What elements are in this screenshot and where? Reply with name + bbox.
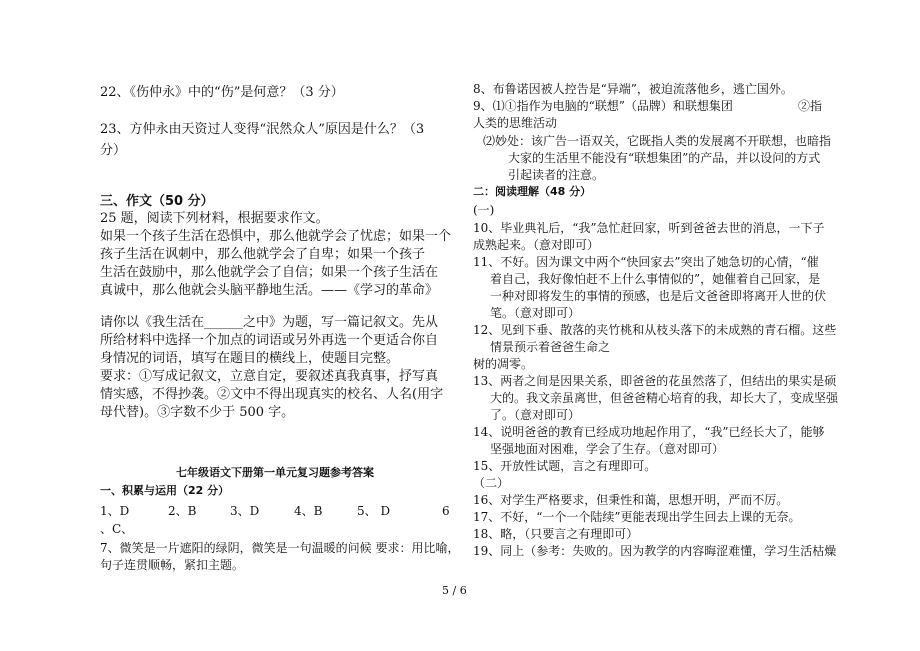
answer-line: 10、毕业典礼后，“我”急忙赶回家，听到爸爸去世的消息，一下子 [473, 221, 825, 235]
mc-answer: 1、D [100, 504, 130, 518]
answer-line: 12、见到下垂、散落的夹竹桃和从枝头落下的未成熟的青石榴。这些 [473, 323, 837, 337]
mc-answer-continued: 、C、 [100, 522, 134, 536]
answer-line: 11、不好。因为课文中两个“快回家去”突出了她急切的心情，“催 [473, 255, 819, 269]
answer-line: 坚强地面对困难，学会了生存。（意对即可） [490, 442, 725, 456]
section3-title: 三、作文（50 分） [100, 194, 214, 209]
answer-line: 14、说明爸爸的教育已经成功地起作用了，“我”已经长大了，能够 [473, 425, 825, 439]
essay-line: 生活在鼓励中，那么他就学会了自信；如果一个孩子生活在 [100, 265, 439, 280]
answer-line: 成熟起来。（意对即可） [473, 238, 600, 252]
page-number: 5 / 6 [442, 584, 467, 597]
answer-line: 着自己，我好像怕赶不上什么事情似的”，她催着自己回家，是 [490, 272, 821, 286]
question-23-line1: 23、方仲永由天资过人变得“泯然众人”原因是什么？（3 [100, 122, 425, 137]
answer-line: 人类的思维活动 [473, 116, 558, 130]
answer-key-title: 七年级语文下册第一单元复习题参考答案 [176, 466, 374, 479]
answer-line: 13、两者之间是因果关系，即爸爸的花虽然落了，但结出的果实是硕 [473, 374, 837, 388]
answer-line: 17、不好，“一个一个陆续”更能表现出学生回去上课的无奈。 [473, 510, 801, 524]
section1-title: 一、积累与运用（22 分） [100, 484, 230, 497]
essay-line: 母代替)。③字数不少于 500 字。 [100, 405, 295, 420]
essay-line: 所给材料中选择一个加点的词语或另外再选一个更适合你自 [100, 333, 439, 348]
answer-line: 18、略，（只要言之有理即可） [473, 527, 639, 541]
essay-line: 要求：①写成记叙文，立意自定，要叙述真我真事，抒写真 [100, 369, 439, 384]
mc-answer: 6 [442, 504, 450, 518]
answer-line: 15、开放性试题，言之有理即可。 [473, 459, 657, 473]
answer-line: (一) [473, 203, 495, 217]
answer-line: 树的凋零。 [473, 357, 534, 371]
question-22: 22、《伤仲永》中的“伤”是何意？（3 分） [100, 85, 344, 100]
answer-7-line2: 句子连贯顺畅，紧扣主题。 [100, 558, 245, 572]
essay-line: 请你以《我生活在______之中》为题，写一篇记叙文。先从 [100, 315, 439, 330]
essay-line: 孩子生活在讽刺中，那么他就学会了自卑；如果一个孩子 [100, 247, 426, 262]
answer-line: 8、布鲁诺因被人控告是“异端”，被迫流落他乡，逃亡国外。 [473, 82, 793, 96]
answer-line: 16、对学生严格要求，但秉性和蔼，思想开明，严而不厉。 [473, 493, 789, 507]
answer-line: 19、同上（参考：失败的。因为教学的内容晦涩难懂，学习生活枯燥 [473, 544, 837, 558]
answer-line: 了。（意对即可） [490, 408, 581, 422]
answer-line: （二） [473, 476, 510, 490]
question-23-line2: 分） [100, 143, 127, 158]
answer-line: 9、⑴①指作为电脑的“联想”（品牌）和联想集团 [473, 99, 733, 113]
answer-7-line1: 7、微笑是一片遮阳的绿阴，微笑是一句温暖的问候 要求：用比喻， [100, 541, 460, 555]
mc-answer: 5、 D [357, 504, 391, 518]
answer-line: 大家的生活里不能没有“联想集团”的产品，并以设问的方式 [508, 151, 821, 165]
answer-line: 大的。我文亲虽离世，但爸爸精心培育的我，却长大了，变成坚强 [490, 391, 839, 405]
section2-title: 二：阅读理解（48 分） [473, 185, 592, 198]
answer-line: 情景预示着爸爸生命之 [490, 340, 611, 354]
essay-line: 情实感，不得抄袭。②文中不得出现真实的校名、人名(用字 [100, 387, 444, 402]
essay-line: 如果一个孩子生活在恐惧中，那么他就学会了忧虑；如果一个 [100, 229, 452, 244]
essay-line: 身情况的词语，填写在题目的横线上，使题目完整。 [100, 351, 400, 366]
mc-answer: 2、B [168, 504, 197, 518]
answer-line: 引起读者的注意。 [508, 168, 605, 182]
answer-line: ②指 [798, 99, 823, 113]
answer-line: 笔。（意对即可） [490, 306, 581, 320]
mc-answer: 3、D [230, 504, 260, 518]
essay-line: 25 题，阅读下列材料，根据要求作文。 [100, 211, 329, 226]
answer-line: ⑵妙处：该广告一语双关，它既指人类的发展离不开联想，也暗指 [483, 134, 832, 148]
essay-line: 真诚中，那么他就会头脑平静地生活。——《学习的革命》 [100, 283, 439, 298]
answer-line: 一种对即将发生的事情的预感，也是后文爸爸即将离开人世的伏 [490, 289, 827, 303]
mc-answer: 4、B [294, 504, 323, 518]
